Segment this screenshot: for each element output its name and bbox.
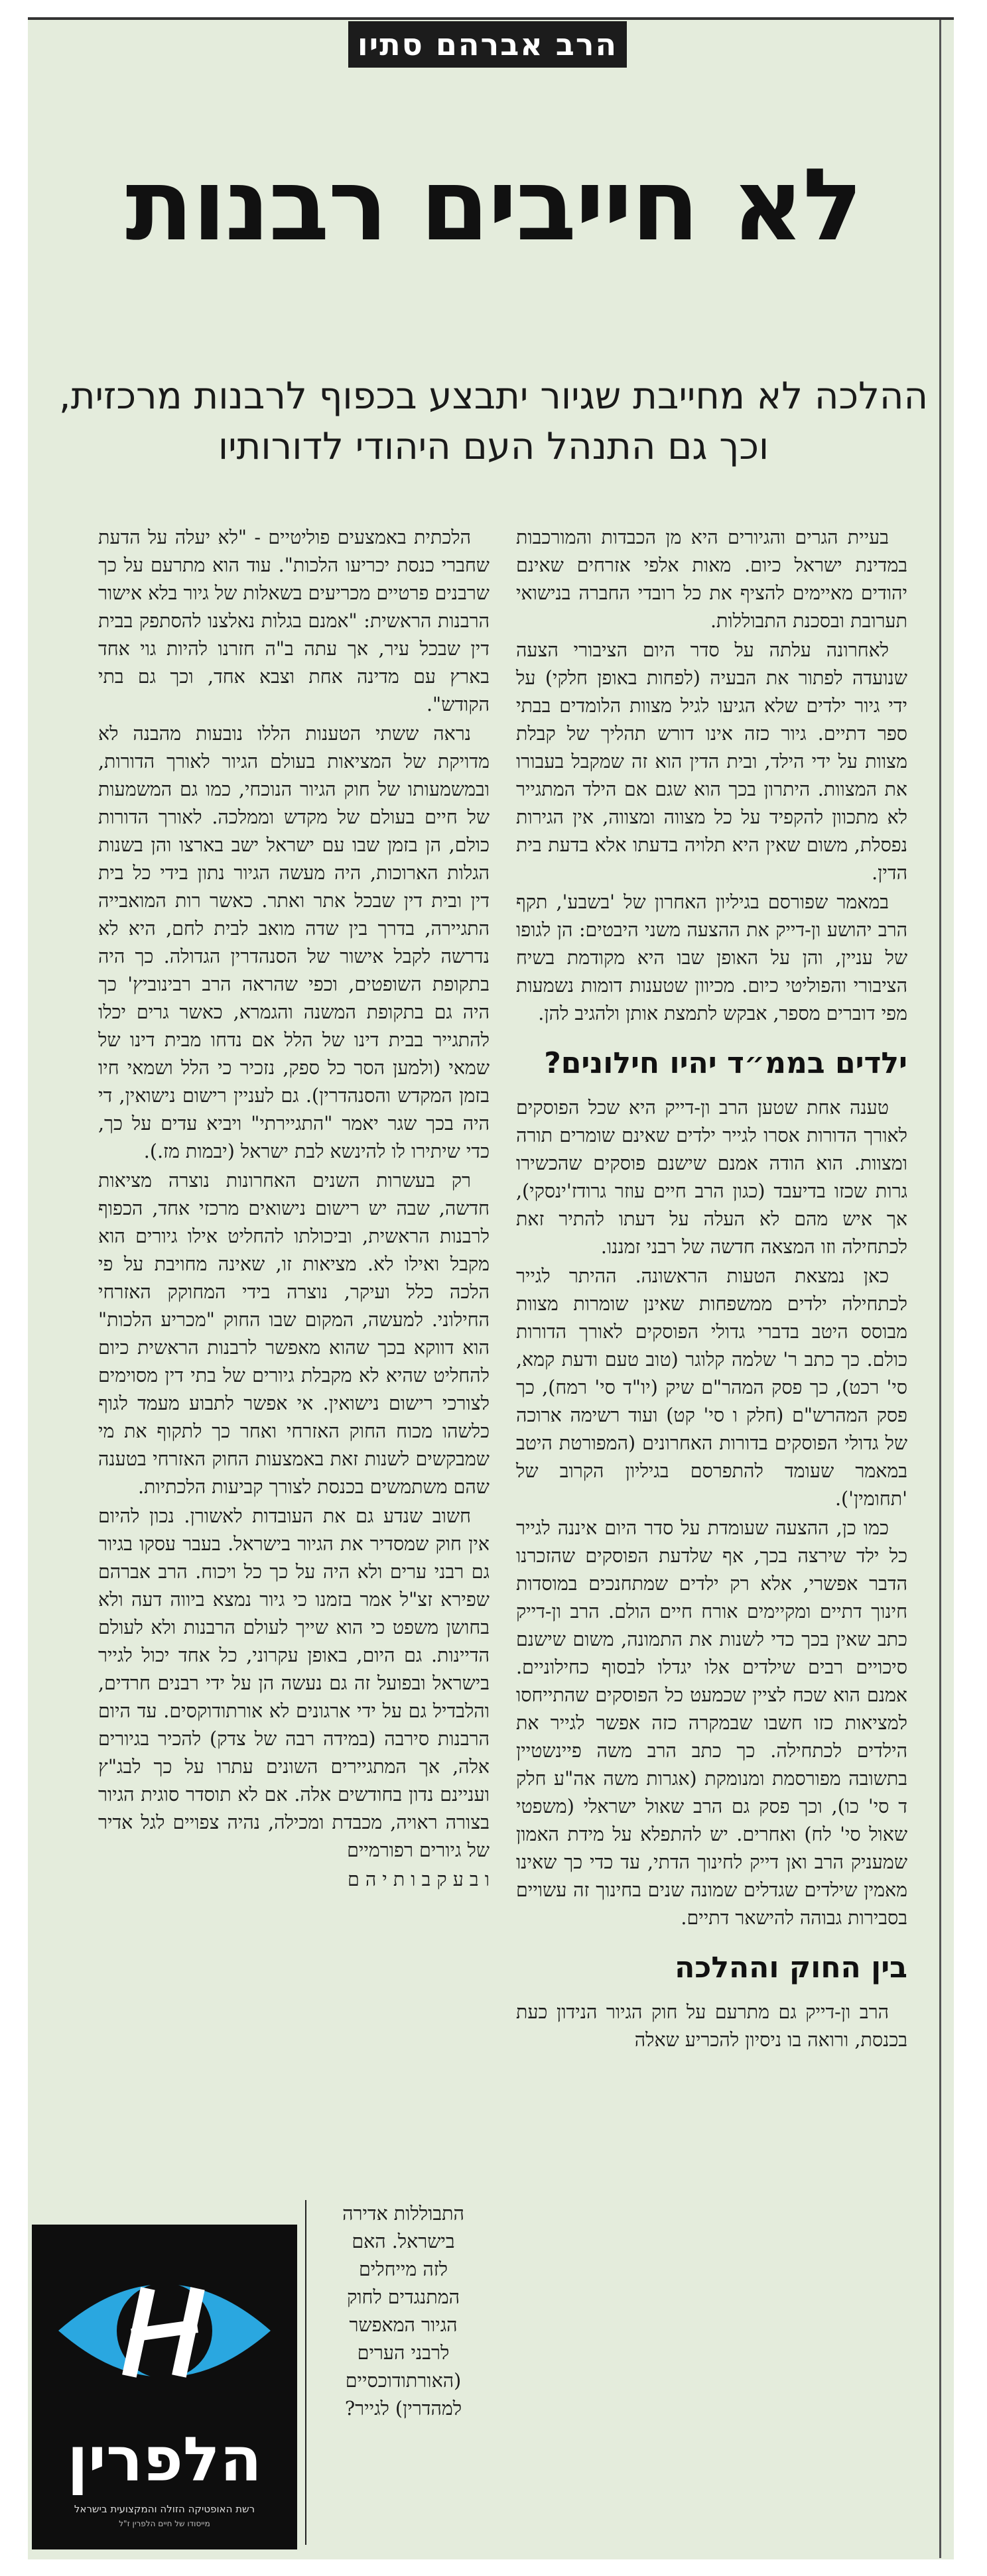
section-heading: ילדים בממ״ד יהיו חילונים? [544,1046,907,1080]
eye-logo-icon [32,2225,297,2423]
wrapped-line: לזה מייחלים [358,2258,448,2280]
paragraph: רק בעשרות השנים האחרונות נוצרה מציאות חדשה, שבה יש רישום נישואים מרכזי אחד, הכפוף לרבנות הראשית, וביכולתו להחליט אילו גיורים הוא מקבל ואילו לא. מציאות זו, שאינה מחויבת על פי הלכה כלל ועיקר, נוצרה בידי המחוקק האזרחי החילוני. למעשה, המקום שבו החוק "מכריע הלכות" הוא דווקא בכך שהוא מאפשר לרבנות הראשית כיום להחליט שהיא לא מקבלת גיורים של בתי דין מסוימים לצורכי רישום נישואין. אי אפשר לתבוע מעמד לגוף כלשהו מכוח החוק האזרחי ואחר כך לתקוף את מי שמבקשים לשנות זאת באמצעות החוק האזרחי בטענה שהם משתמשים בכנסת לצורך קביעות הלכתיות. [98,1170,490,1498]
left-column [98,524,490,1895]
paragraph: כאן נמצאת הטעות הראשונה. ההיתר לגייר לכתחילה ילדים ממשפחות שאינן שומרות מצוות מבוסס היטב בדברי גדולי הפוסקים לאורך הדורות כולם. כך כתב ר' שלמה קלוגר (טוב טעם ודעת קמא, סי' רכט), כך פסק המהר"ם שיק (יו"ד סי' רמח), כך פסק המהרש"ם (חלק ו סי' קט) ועוד רשימה ארוכה של גדולי הפוסקים בדורות האחרונים (המפורטת היטב במאמר שעומד להתפרסם בגיליון הקרוב של 'תחומין'). [516,1265,907,1510]
ad-divider [305,2200,306,2545]
article-title: לא חייבים רבנות [125,148,862,263]
article-subtitle [40,371,947,472]
paragraph: הרב ון-דייק גם מתרעם על חוק הגיור הנידון כעת בכנסת, ורואה בו ניסיון להכריע שאלה [516,2001,907,2051]
paragraph: נראה ששתי הטענות הללו נובעות מהבנה לא מדויקת של המציאות בעולם הגיור לאורך הדורות, ובמשמעותו של חוק הגיור הנוכחי, כמו גם המשמעות של חיים בעולם של מקדש וממלכה. לאורך הדורות כולם, הן בזמן שבו עם ישראל ישב בארצו והן בשנות הגלות הארוכות, היה מעשה הגיור נתון בידי כל בית דין ובית דין שבכל אתר ואתר. כאשר רות המואבייה התגיירה, בדרך בין שדה מואב לבית לחם, היא לא נדרשה לקבל אישור של הסנהדרין הגדולה. כך היה בתקופת השופטים, וכפי שהראה הרב רבינוביץ' כך היה גם בתקופת המשנה והגמרא, כאשר גרים יכלו להתגייר בבית דינו של הלל אם נדחו מבית דינו של שמאי (ולמען הסר כל ספק, נזכיר כי הלל ושמאי חיו בזמן המקדש והסנהדרין). גם לעניין רישום נישואין, די היה בכך שגר יאמר "התגיירתי" ויביא עדים על כך, כדי שיתירו לו להינשא לבת ישראל (יבמות מז.). [98,723,490,1162]
paragraph: חשוב שנדע גם את העובדות לאשורן. נכון להיום אין חוק שמסדיר את הגיור בישראל. בעבר עסקו בגיור גם רבני ערים ולא היה על כך כל ויכוח. הרב אברהם שפירא זצ"ל אמר בזמנו כי גיור נמצא ביווה דעה ולא בחושן משפט כי הוא שייך לעולם הרבנות ולא לעולם הדיינות. גם היום, באופן עקרוני, כל אחד יכול לגייר בישראל ובפועל זה גם נעשה הן על ידי רבנים חרדים, והלבדיל גם על ידי ארגונים לא אורתודוקסים. עד היום הרבנות סירבה (במידה רבה של צדק) להכיר בגיורים אלה, אך המתגיירים השונים עתרו על כך לבג"ץ ועניינם נדון בחודשים אלה. אם לא תוסדר סוגית הגיור בצורה ראויה, מכבדת ומכילה, נהיה צפויים לגל אדיר של גיורים רפורמיים [98,1505,490,1861]
wrapped-line: בישראל. האם [352,2231,455,2252]
wrapped-line: המתנגדים לחוק [346,2286,460,2308]
subtitle-line-2: וכך גם התנהל העם היהודי לדורותיו [218,425,769,468]
top-rule [28,17,954,20]
paragraph-start: ו ב ע ק ב ו ת י ה ם [347,1869,490,1890]
halperin-ad[interactable] [32,2225,297,2549]
paragraph: הלכתית באמצעים פוליטיים - "לא יעלה על הדעת שחברי כנסת יכריעו הלכות". עוד הוא מתרעם על כך שרבנים פרטיים מכריעים בשאלות של גיור בלא אישור הרבנות הראשית: "אמנם בגלות נאלצנו להסתפק בבית דין שבכל עיר, אך עתה ב"ה חזרנו להיות גוי אחד בארץ עם מדינה אחת וצבא אחד, וכך גם בתי הקודש". [98,526,490,715]
wrapped-line: (האורתודוכסיים [345,2370,462,2392]
logo-subtagline: מייסודו של חיים הלפרין ז"ל [119,2519,210,2528]
wrapped-text-block [317,2200,490,2423]
wrapped-line: הגיור המאפשר [349,2314,458,2336]
wrapped-line: התבוללות אדירה [342,2203,464,2225]
paragraph: בעיית הגרים והגיורים היא מן הכבדות והמורכבות במדינת ישראל כיום. מאות אלפי אזרחים שאינם יהודים מאיימים להציף את כל רובדי החברה בנישואי תערובת ובסכנת התבוללות. [516,526,907,632]
author-name: הרב אברהם סתיו [348,21,627,68]
paragraph: במאמר שפורסם בגיליון האחרון של 'בשבע', תקף הרב יהושע ון-דייק את ההצעה משני היבטים: הן לגופו של עניין, והן על האופן שבו היא מקודמת בשיח הציבורי והפוליטי כיום. מכיוון שטענות דומות נשמעות מפי דוברים מספר, אבקש לתמצת אותן ולהגיב להן. [516,891,907,1024]
right-column [516,524,907,2055]
wrapped-line: למהדרין) לגייר? [344,2398,462,2420]
paragraph: לאחרונה עלתה על סדר היום הציבורי הצעה שנועדה לפתור את הבעיה (לפחות באופן חלקי) על ידי גיור ילדים שלא הגיעו לגיל מצוות הלומדים בבתי ספר דתיים. גיור כזה אינו דורש תהליך של קבלת מצוות על ידי הילד, ובית הדין הוא זה שמקבל בעבורו את המצוות. היתרון בכך הוא שגם אם הילד המתגייר לא מתכוון להקפיד על כל מצווה ומצווה, אין הגירות נפסלת, משום שאין היא תלויה בדעתו אלא בדעת בית הדין. [516,639,907,884]
logo-tagline: רשת האופטיקה הזולה והמקצועית בישראל [74,2503,255,2515]
wrapped-line: לרבני הערים [357,2342,450,2364]
paragraph: כמו כן, ההצעה שעומדת על סדר היום איננה לגייר כל ילד שירצה בכך, אף שלדעת הפוסקים שהזכרנו הדבר אפשרי, אלא רק ילדים שמתחנכים במוסדות חינוך דתיים ומקיימים אורח חיים הולם. הרב ון-דייק כתב שאין בכך כדי לשנות את התמונה, משום שישנם סיכויים רבים שילדים אלו יגדלו לבסוף כחילוניים. אמנם הוא שכח לציין שכמעט כל הפוסקים שהתייחסו למציאות כזו חשבו שבמקרה כזה אפשר לגייר את הילדים לכתחילה. כך כתב הרב משה פיינשטיין בתשובה מפורסמת ומנומקת (אגרות משה אה"ע חלק ד סי' כו), וכך פסק גם הרב שאול ישראלי (משפטי שאול סי' לח) ואחרים. יש להתפלא על מידת האמון שמעניק הרב ואן דייק לחינוך הדתי, עד כדי כך שאינו מאמין שילדים שגדלים שמונה שנים בחינוך זה עשויים בסבירות גבוהה להישאר דתיים. [516,1517,907,1929]
paragraph: טענה אחת שטען הרב ון-דייק היא שכל הפוסקים לאורך הדורות אסרו לגייר ילדים שאינם שומרים תורה ומצוות. הוא הודה אמנם שישנם פוסקים שהכשירו גרות שכזו בדיעבד (כגון הרב חיים עוזר גרודז'ינסקי), אך איש מהם לא העלה על דעתו להתיר זאת לכתחילה וזו המצאה חדשה של רבני זמננו. [516,1097,907,1258]
section-heading: בין החוק וההלכה [675,1951,907,1985]
subtitle-line-1: ההלכה לא מחייבת שגיור יתבצע בכפוף לרבנות מרכזית, [58,375,929,418]
logo-wordmark: הלפרין [67,2424,262,2495]
